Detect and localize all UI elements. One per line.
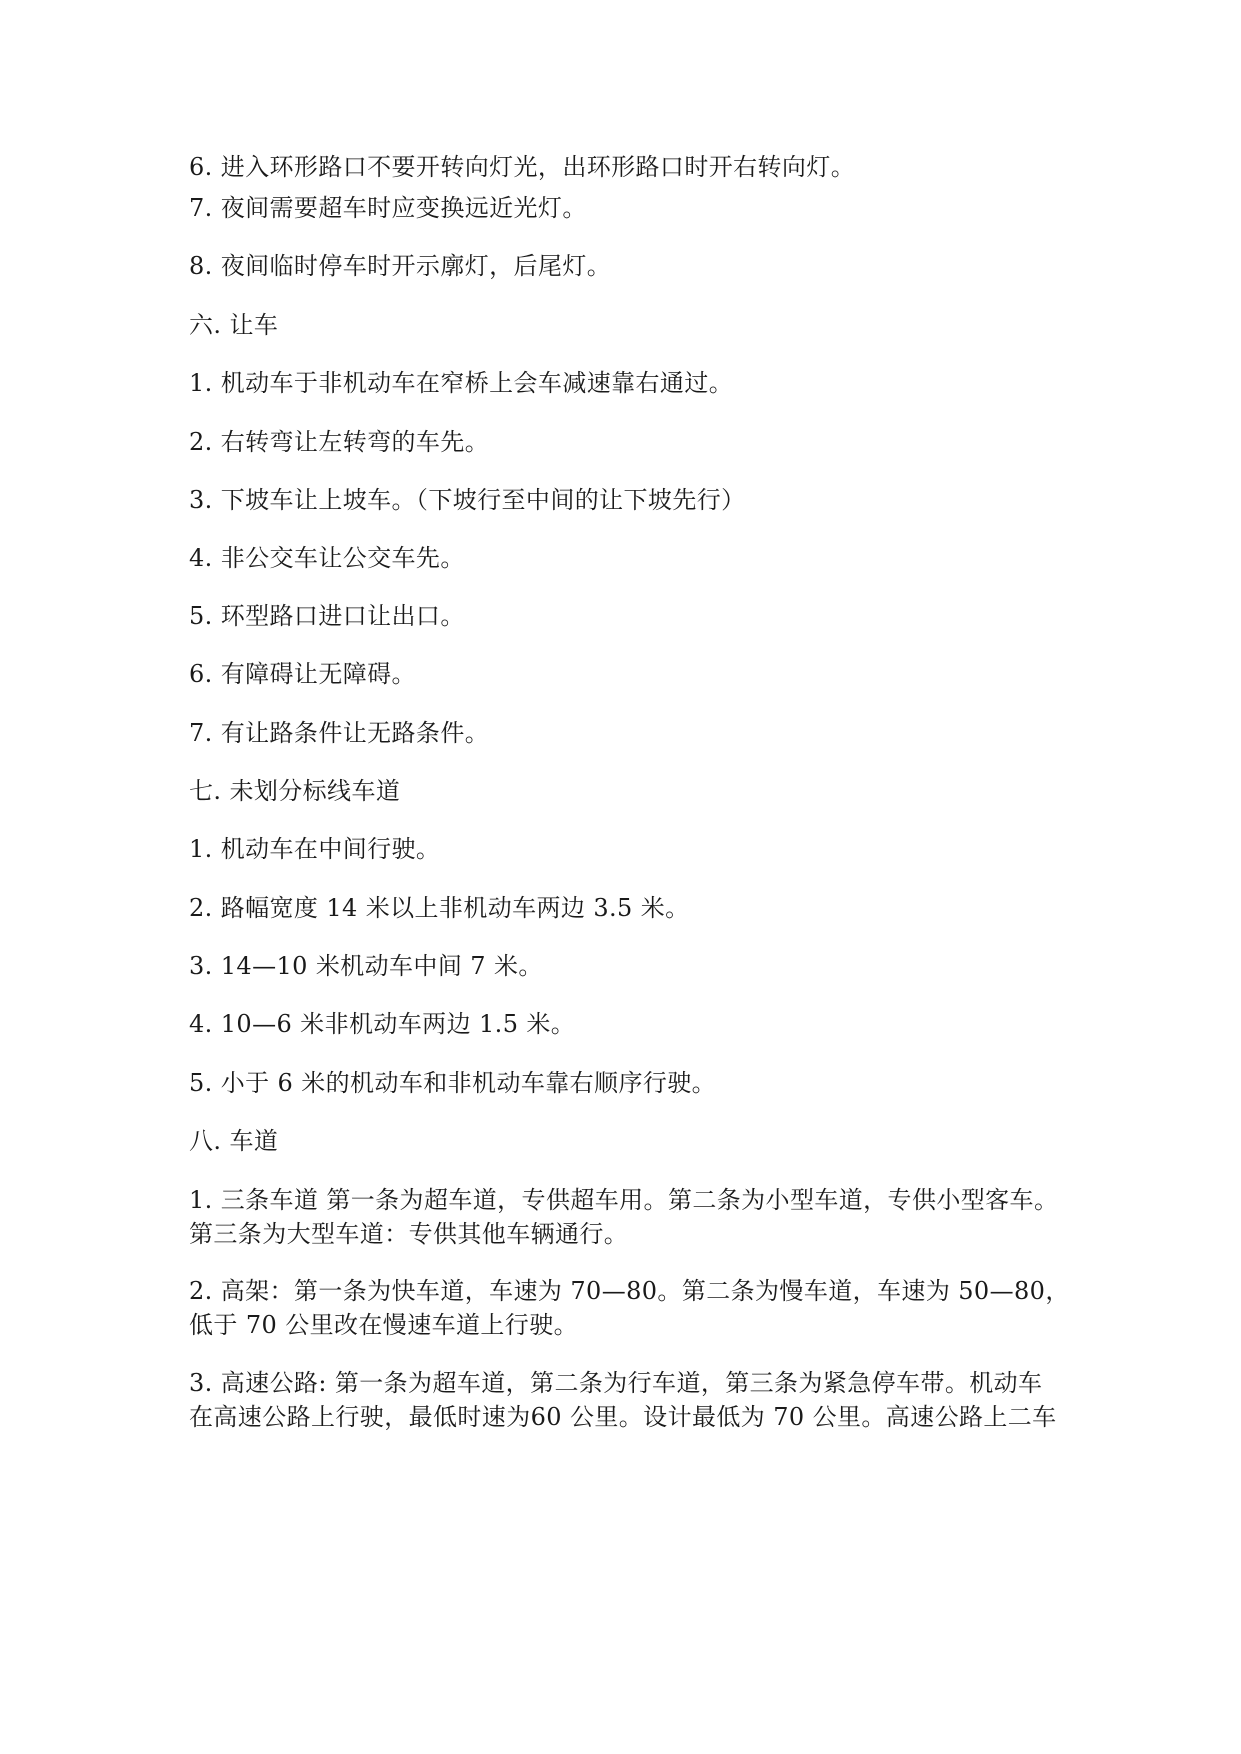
list-item: 5. 环型路口进口让出口。	[189, 602, 465, 630]
list-item: 3. 14—10 米机动车中间 7 米。	[189, 952, 543, 980]
list-item: 7. 夜间需要超车时应变换远近光灯。	[189, 194, 587, 222]
paragraph-line: 1. 三条车道 第一条为超车道，专供超车用。第二条为小型车道，专供小型客车。	[189, 1186, 1059, 1214]
section-heading: 六. 让车	[189, 311, 279, 339]
paragraph	[189, 1366, 1069, 1434]
section-heading: 八. 车道	[189, 1127, 279, 1155]
list-item: 2. 路幅宽度 14 米以上非机动车两边 3.5 米。	[189, 894, 690, 922]
list-item: 2. 右转弯让左转弯的车先。	[189, 428, 490, 456]
list-item: 5. 小于 6 米的机动车和非机动车靠右顺序行驶。	[189, 1069, 717, 1097]
section-heading: 七. 未划分标线车道	[189, 777, 401, 805]
paragraph	[189, 1274, 1069, 1342]
list-item: 4. 非公交车让公交车先。	[189, 544, 465, 572]
list-item: 8. 夜间临时停车时开示廓灯，后尾灯。	[189, 252, 612, 280]
list-item: 3. 下坡车让上坡车。（下坡行至中间的让下坡先行）	[189, 486, 746, 514]
paragraph-line: 在高速公路上行驶，最低时速为60 公里。设计最低为 70 公里。高速公路上二车	[189, 1403, 1057, 1431]
list-item: 6. 进入环形路口不要开转向灯光，出环形路口时开右转向灯。	[189, 153, 856, 181]
paragraph-line: 低于 70 公里改在慢速车道上行驶。	[189, 1311, 578, 1339]
list-item: 1. 机动车在中间行驶。	[189, 835, 441, 863]
paragraph	[189, 1183, 1069, 1251]
list-item: 1. 机动车于非机动车在窄桥上会车减速靠右通过。	[189, 369, 734, 397]
list-item: 7. 有让路条件让无路条件。	[189, 719, 490, 747]
paragraph-line: 3. 高速公路: 第一条为超车道，第二条为行车道，第三条为紧急停车带。机动车	[189, 1369, 1043, 1397]
list-item: 6. 有障碍让无障碍。	[189, 660, 416, 688]
list-item: 4. 10—6 米非机动车两边 1.5 米。	[189, 1010, 576, 1038]
paragraph-line: 第三条为大型车道：专供其他车辆通行。	[189, 1220, 629, 1248]
paragraph-line: 2. 高架：第一条为快车道，车速为 70—80。第二条为慢车道，车速为 50—80，	[189, 1277, 1070, 1305]
